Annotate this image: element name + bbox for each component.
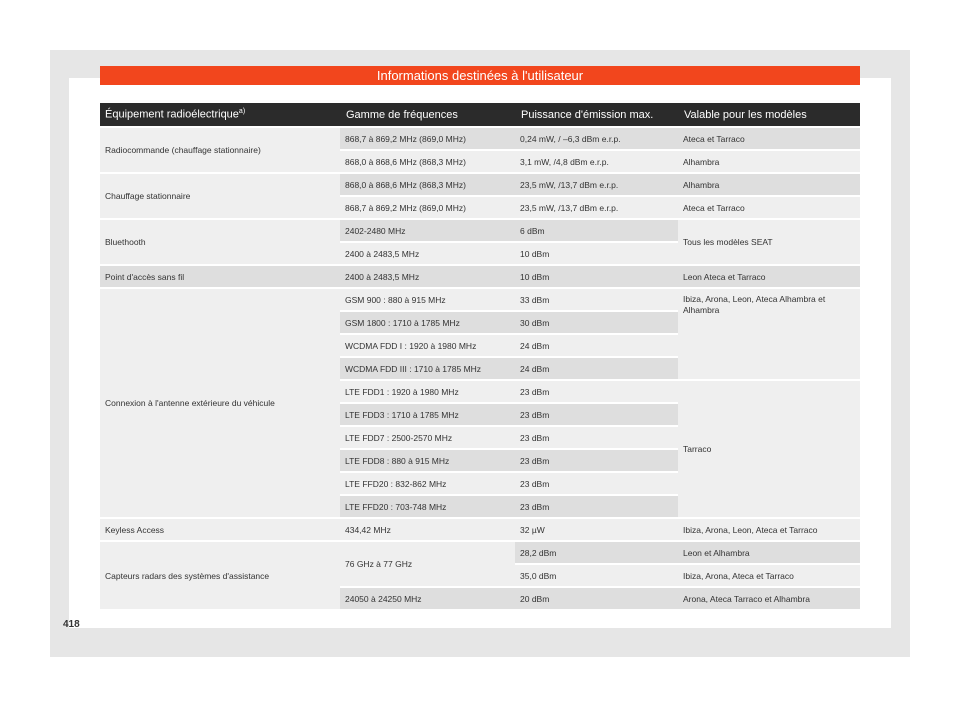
frequency-cell: LTE FDD7 : 2500-2570 MHz xyxy=(340,427,515,448)
header-power: Puissance d'émission max. xyxy=(515,103,678,126)
power-cell: 0,24 mW, / –6,3 dBm e.r.p. xyxy=(515,128,678,149)
equipment-cell: Bluethooth xyxy=(100,220,340,264)
header-frequency: Gamme de fréquences xyxy=(340,103,515,126)
frequency-cell: 868,7 à 869,2 MHz (869,0 MHz) xyxy=(340,128,515,149)
equipment-cell: Connexion à l'antenne extérieure du véhicule xyxy=(100,289,340,517)
table-row xyxy=(100,128,860,149)
equipment-cell: Capteurs radars des systèmes d'assistance xyxy=(100,542,340,609)
power-cell: 23 dBm xyxy=(515,427,678,448)
frequency-cell: 2400 à 2483,5 MHz xyxy=(340,266,515,287)
power-cell: 20 dBm xyxy=(515,588,678,609)
equipment-cell: Chauffage stationnaire xyxy=(100,174,340,218)
models-cell: Ibiza, Arona, Leon, Ateca Alhambra et Alhambra xyxy=(678,289,860,379)
power-cell: 23 dBm xyxy=(515,404,678,425)
models-cell: Ibiza, Arona, Ateca et Tarraco xyxy=(678,565,860,586)
frequency-cell: GSM 900 : 880 à 915 MHz xyxy=(340,289,515,310)
power-cell: 28,2 dBm xyxy=(515,542,678,563)
frequency-cell: LTE FFD20 : 832-862 MHz xyxy=(340,473,515,494)
power-cell: 24 dBm xyxy=(515,335,678,356)
table-row xyxy=(100,174,860,195)
power-cell: 10 dBm xyxy=(515,266,678,287)
table-row xyxy=(100,266,860,287)
header-models: Valable pour les modèles xyxy=(678,103,860,126)
models-cell: Arona, Ateca Tarraco et Alhambra xyxy=(678,588,860,609)
power-cell: 6 dBm xyxy=(515,220,678,241)
frequency-cell: LTE FDD1 : 1920 à 1980 MHz xyxy=(340,381,515,402)
power-cell: 32 µW xyxy=(515,519,678,540)
power-cell: 33 dBm xyxy=(515,289,678,310)
models-cell: Ateca et Tarraco xyxy=(678,197,860,218)
table-header-row xyxy=(100,103,860,126)
section-title: Informations destinées à l'utilisateur xyxy=(100,66,860,85)
frequency-cell: 2402-2480 MHz xyxy=(340,220,515,241)
frequency-cell: GSM 1800 : 1710 à 1785 MHz xyxy=(340,312,515,333)
page-number: 418 xyxy=(63,619,80,630)
frequency-cell: WCDMA FDD I : 1920 à 1980 MHz xyxy=(340,335,515,356)
models-cell: Alhambra xyxy=(678,151,860,172)
frequency-cell: 434,42 MHz xyxy=(340,519,515,540)
frequency-cell: LTE FDD3 : 1710 à 1785 MHz xyxy=(340,404,515,425)
frequency-cell: LTE FDD8 : 880 à 915 MHz xyxy=(340,450,515,471)
frequency-cell: 2400 à 2483,5 MHz xyxy=(340,243,515,264)
frequency-cell: 76 GHz à 77 GHz xyxy=(340,542,515,586)
table-row xyxy=(100,519,860,540)
models-cell: Ibiza, Arona, Leon, Ateca et Tarraco xyxy=(678,519,860,540)
equipment-cell: Keyless Access xyxy=(100,519,340,540)
power-cell: 23 dBm xyxy=(515,381,678,402)
equipment-cell: Point d'accès sans fil xyxy=(100,266,340,287)
frequency-cell: 868,7 à 869,2 MHz (869,0 MHz) xyxy=(340,197,515,218)
table-row xyxy=(100,289,860,310)
power-cell: 10 dBm xyxy=(515,243,678,264)
frequency-cell: 868,0 à 868,6 MHz (868,3 MHz) xyxy=(340,174,515,195)
power-cell: 23 dBm xyxy=(515,450,678,471)
power-cell: 30 dBm xyxy=(515,312,678,333)
power-cell: 23 dBm xyxy=(515,473,678,494)
power-cell: 23,5 mW, /13,7 dBm e.r.p. xyxy=(515,174,678,195)
power-cell: 24 dBm xyxy=(515,358,678,379)
equipment-cell: Radiocommande (chauffage stationnaire) xyxy=(100,128,340,172)
table-row xyxy=(100,542,860,563)
models-cell: Tarraco xyxy=(678,381,860,517)
frequency-cell: 24050 à 24250 MHz xyxy=(340,588,515,609)
frequency-cell: 868,0 à 868,6 MHz (868,3 MHz) xyxy=(340,151,515,172)
models-cell: Leon et Alhambra xyxy=(678,542,860,563)
radio-equipment-table xyxy=(100,101,860,611)
frequency-cell: WCDMA FDD III : 1710 à 1785 MHz xyxy=(340,358,515,379)
table-row xyxy=(100,220,860,241)
models-cell: Ateca et Tarraco xyxy=(678,128,860,149)
power-cell: 35,0 dBm xyxy=(515,565,678,586)
header-equipment: Équipement radioélectrique$^{a)}$ xyxy=(100,103,340,126)
models-cell: Tous les modèles SEAT xyxy=(678,220,860,264)
power-cell: 3,1 mW, /4,8 dBm e.r.p. xyxy=(515,151,678,172)
power-cell: 23,5 mW, /13,7 dBm e.r.p. xyxy=(515,197,678,218)
power-cell: 23 dBm xyxy=(515,496,678,517)
models-cell: Alhambra xyxy=(678,174,860,195)
models-cell: Leon Ateca et Tarraco xyxy=(678,266,860,287)
frequency-cell: LTE FFD20 : 703-748 MHz xyxy=(340,496,515,517)
